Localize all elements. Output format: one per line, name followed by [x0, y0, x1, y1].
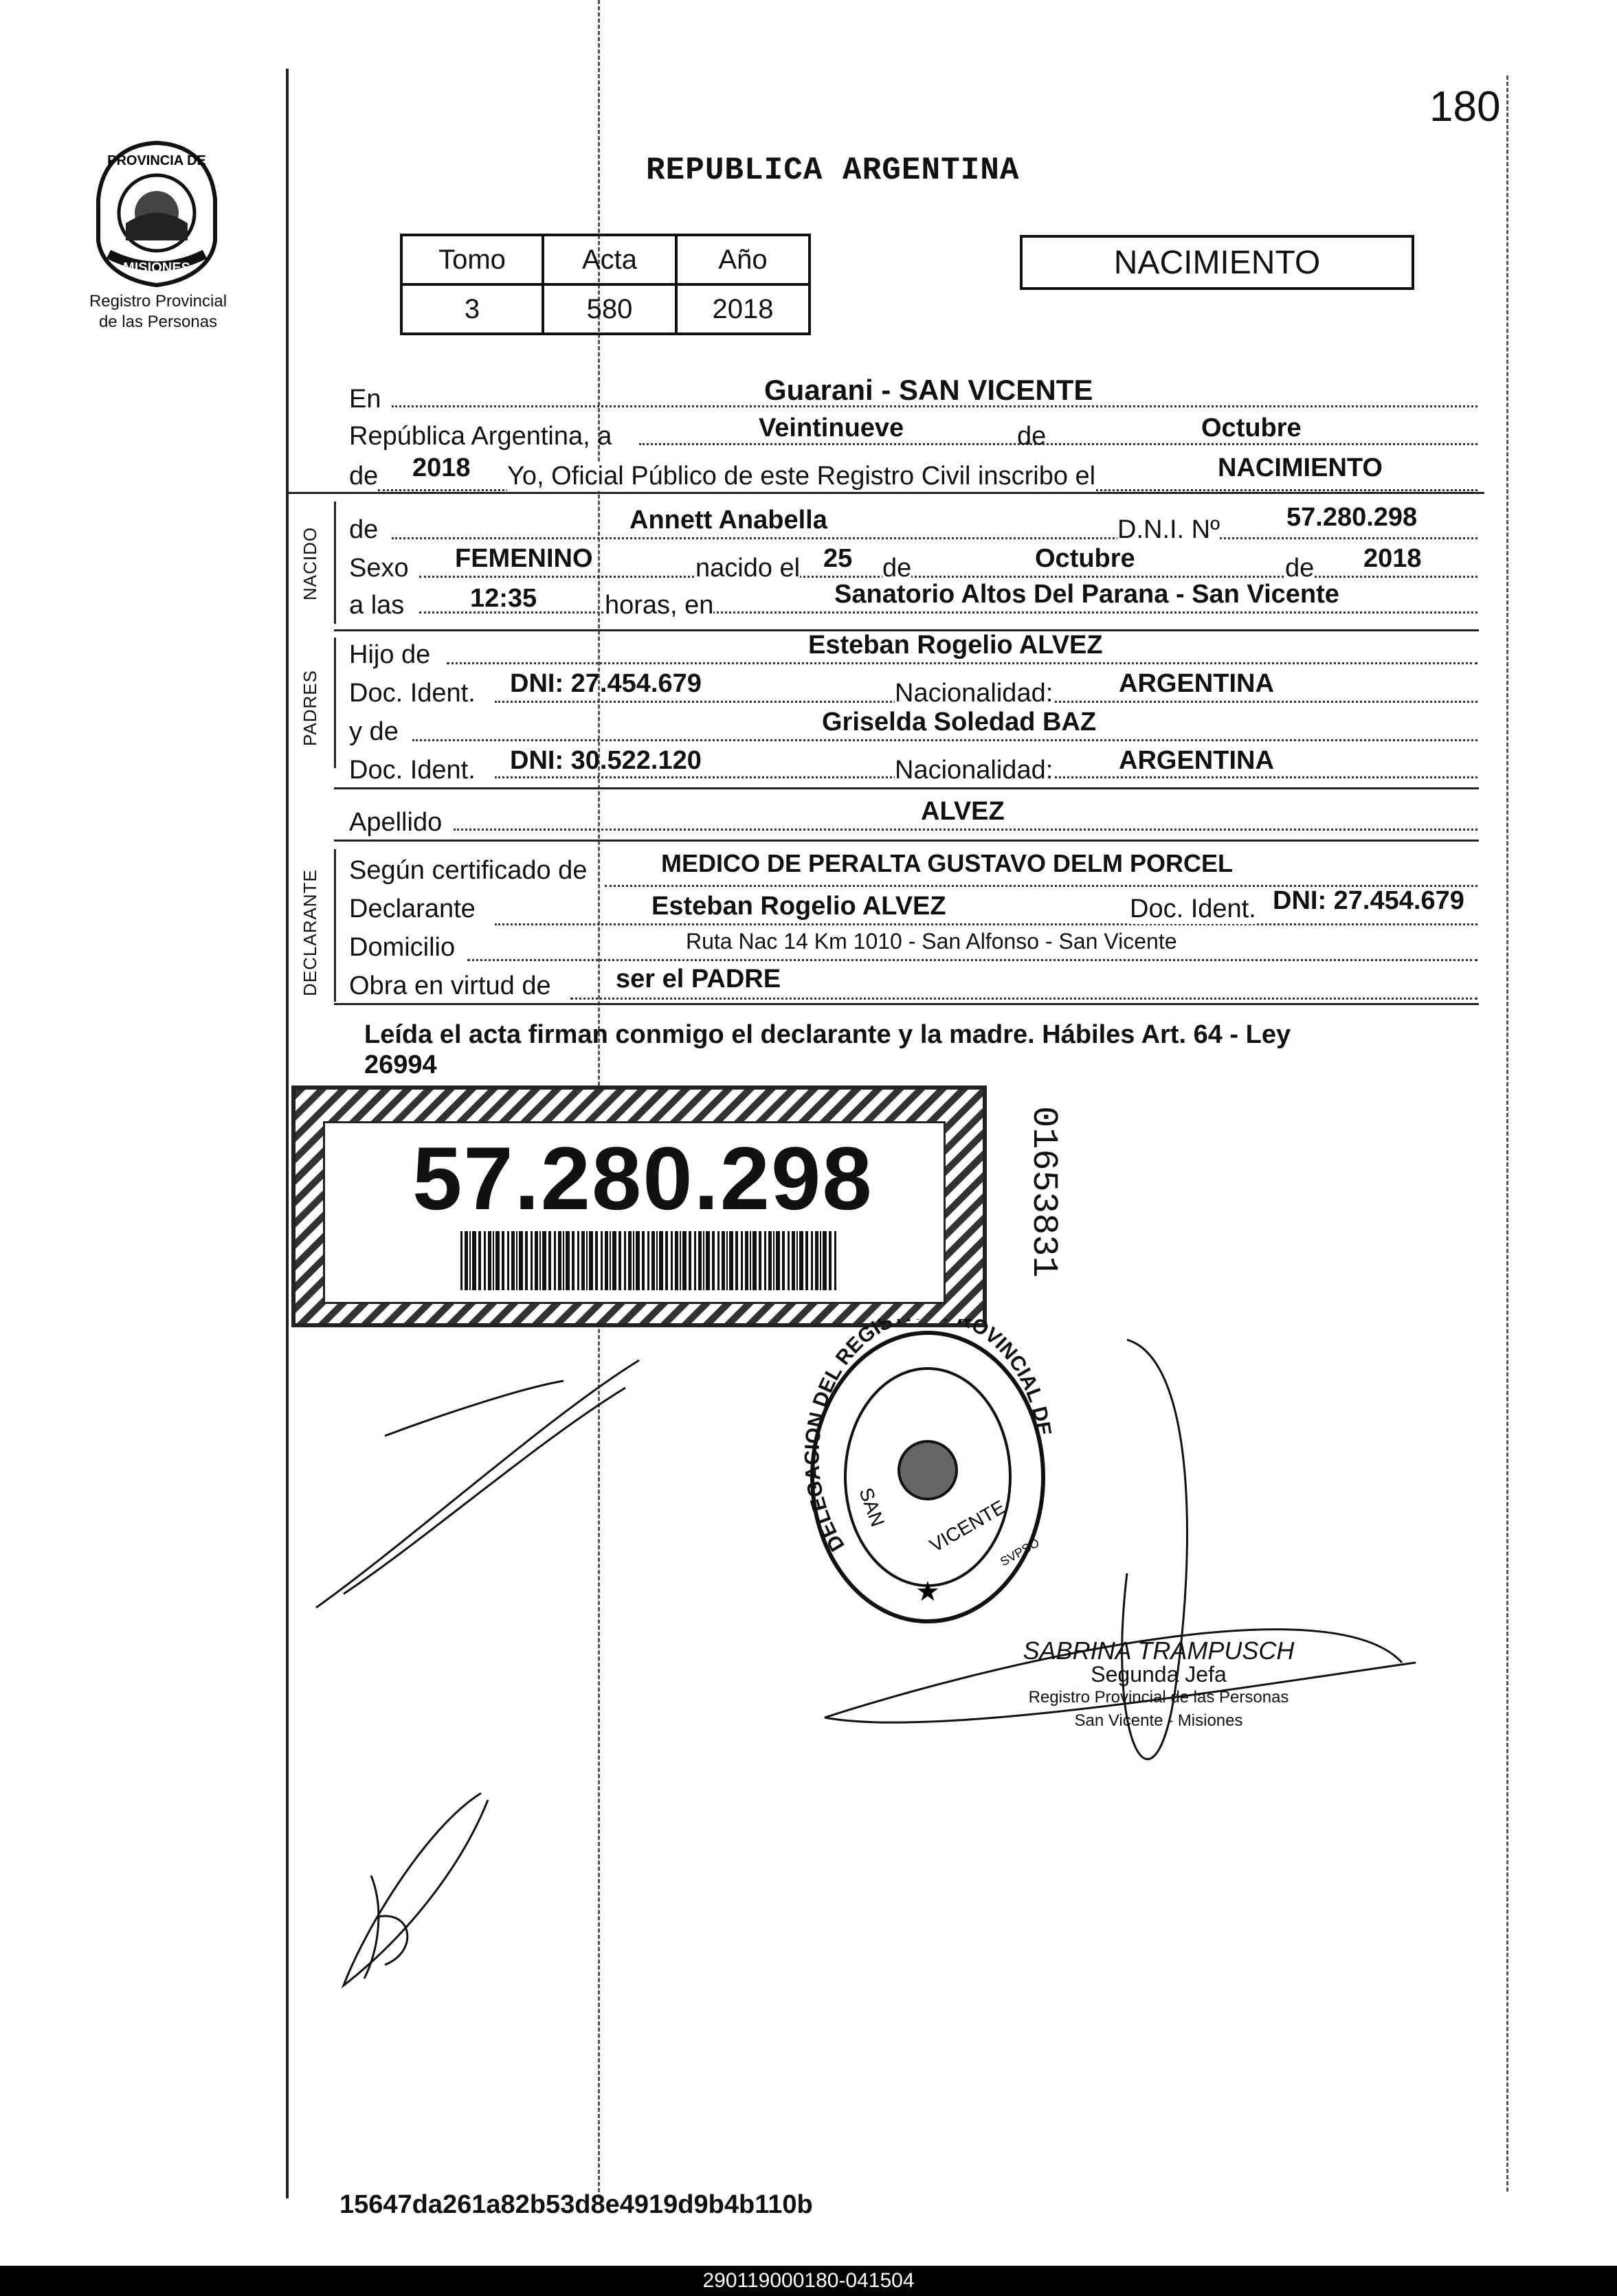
sticker-number: 57.280.298	[412, 1128, 873, 1228]
value-month: Octubre	[1201, 414, 1302, 442]
value-sexo: FEMENINO	[455, 544, 593, 573]
label-a-las: a las	[349, 591, 405, 620]
value-year: 2018	[412, 453, 471, 482]
id-sticker	[291, 1085, 987, 1327]
value-mother-doc: DNI: 30.522.120	[510, 746, 702, 775]
value-certificado: MEDICO DE PERALTA GUSTAVO DELM PORCEL	[661, 849, 1234, 877]
label-mother-doc: Doc. Ident.	[349, 756, 476, 785]
value-birth-year: 2018	[1363, 544, 1422, 573]
footer-code: 290119000180-041504	[702, 2269, 915, 2292]
logo-caption-line2: de las Personas	[98, 313, 218, 331]
label-en: En	[349, 385, 381, 414]
svg-text:★: ★	[915, 1576, 940, 1608]
signature-declarant-icon	[323, 1772, 529, 2006]
label-domicilio: Domicilio	[349, 933, 456, 962]
label-mother-nat: Nacionalidad:	[895, 756, 1053, 785]
value-day: Veintinueve	[759, 414, 904, 442]
label-de-2: de	[1285, 554, 1315, 583]
value-domicilio: Ruta Nac 14 Km 1010 - San Alfonso - San Vicente	[686, 929, 1177, 954]
value-father-nat: ARGENTINA	[1119, 669, 1274, 698]
label-hijo-de: Hijo de	[349, 640, 431, 669]
label-republica: República Argentina, a	[349, 422, 612, 451]
section-label-nacido: NACIDO	[300, 526, 320, 600]
value-father: Esteban Rogelio ALVEZ	[808, 631, 1103, 660]
left-margin-line	[286, 69, 289, 2198]
label-y-de: y de	[349, 717, 399, 746]
label-de-1: de	[882, 554, 912, 583]
label-horas-en: horas, en	[605, 591, 714, 620]
logo-bottom-text: MISIONES	[123, 260, 190, 275]
record-table	[400, 234, 811, 335]
label-de-year: de	[349, 462, 379, 491]
signature-main-icon	[811, 1333, 1498, 1841]
value-obra: ser el PADRE	[616, 965, 781, 993]
value-declarante: Esteban Rogelio ALVEZ	[651, 892, 946, 921]
logo-caption-line1: Registro Provincial	[89, 292, 227, 311]
province-logo	[88, 137, 225, 289]
label-declarante: Declarante	[349, 894, 476, 923]
label-apellido: Apellido	[349, 808, 443, 837]
official-title: Segunda Jefa	[1091, 1662, 1227, 1687]
label-father-doc: Doc. Ident.	[349, 679, 476, 708]
label-decl-doc: Doc. Ident.	[1130, 894, 1256, 923]
record-table-header	[401, 235, 810, 284]
official-place: San Vicente - Misiones	[1074, 1711, 1243, 1730]
value-tomo: 3	[401, 284, 543, 334]
value-acta: 580	[543, 284, 676, 334]
barcode-icon	[460, 1231, 845, 1290]
value-mother: Griselda Soledad BAZ	[822, 708, 1097, 736]
value-father-doc: DNI: 27.454.679	[510, 669, 702, 698]
label-nacido-de: de	[349, 515, 379, 544]
closing-line1: Leída el acta firman conmigo el declarante y la madre. Hábiles Art. 64 - Ley	[364, 1020, 1291, 1049]
value-child-name: Annett Anabella	[629, 506, 827, 534]
value-place: Guarani - SAN VICENTE	[764, 374, 1093, 406]
value-child-dni: 57.280.298	[1286, 503, 1418, 532]
closing-line2: 26994	[364, 1050, 437, 1079]
value-birth-month: Octubre	[1035, 544, 1135, 573]
record-table-values	[401, 284, 810, 334]
seal-inner-right: VICENTE	[926, 1496, 1010, 1557]
page-number: 180	[1429, 83, 1501, 131]
official-office: Registro Provincial de las Personas	[1028, 1688, 1289, 1707]
seal-bottom: SVPSO	[998, 1535, 1042, 1569]
record-type: NACIMIENTO	[1113, 244, 1321, 281]
official-name: SABRINA TRAMPUSCH	[1023, 1636, 1295, 1665]
signature-official-icon	[302, 1333, 673, 1621]
document-hash: 15647da261a82b53d8e4919d9b4b110b	[339, 2190, 813, 2219]
value-birth-day: 25	[823, 544, 853, 573]
label-de-month: de	[1017, 422, 1047, 451]
label-father-nat: Nacionalidad:	[895, 679, 1053, 708]
value-mother-nat: ARGENTINA	[1119, 746, 1274, 775]
seal-top-text: DELEGACION DEL REGIS ROVINCIAL DE	[801, 1319, 1056, 1555]
header-anio: Año	[676, 235, 810, 284]
value-birth-place: Sanatorio Altos Del Parana - San Vicente	[834, 580, 1339, 609]
footer-bar	[0, 2266, 1617, 2296]
header-tomo: Tomo	[401, 235, 543, 284]
label-obra: Obra en virtud de	[349, 971, 551, 1000]
section-label-declarante: DECLARANTE	[300, 869, 320, 996]
logo-caption	[69, 291, 247, 333]
header-acta: Acta	[543, 235, 676, 284]
value-event: NACIMIENTO	[1218, 453, 1383, 482]
value-decl-doc: DNI: 27.454.679	[1273, 886, 1464, 915]
value-anio: 2018	[676, 284, 810, 334]
record-type-box	[1020, 235, 1414, 290]
seal-inner-left: SAN	[855, 1485, 889, 1530]
label-certificado: Según certificado de	[349, 856, 588, 885]
value-time: 12:35	[470, 584, 537, 613]
statement-text: Yo, Oficial Público de este Registro Civil inscribo el	[507, 462, 1096, 491]
closing-text	[364, 1020, 1291, 1080]
province-emblem-icon	[88, 137, 225, 289]
logo-arc-text: PROVINCIA DE	[107, 153, 206, 168]
value-apellido: ALVEZ	[921, 797, 1005, 826]
right-edge-line	[1506, 76, 1508, 2192]
document-heading: REPUBLICA ARGENTINA	[646, 153, 1020, 188]
label-nacido-el: nacido el	[695, 554, 801, 583]
label-sexo: Sexo	[349, 554, 409, 583]
section-label-padres: PADRES	[300, 670, 320, 746]
label-dni: D.N.I. Nº	[1117, 515, 1220, 544]
serial-number: 01653831	[1023, 1106, 1064, 1278]
official-stamp	[1007, 1636, 1310, 1733]
